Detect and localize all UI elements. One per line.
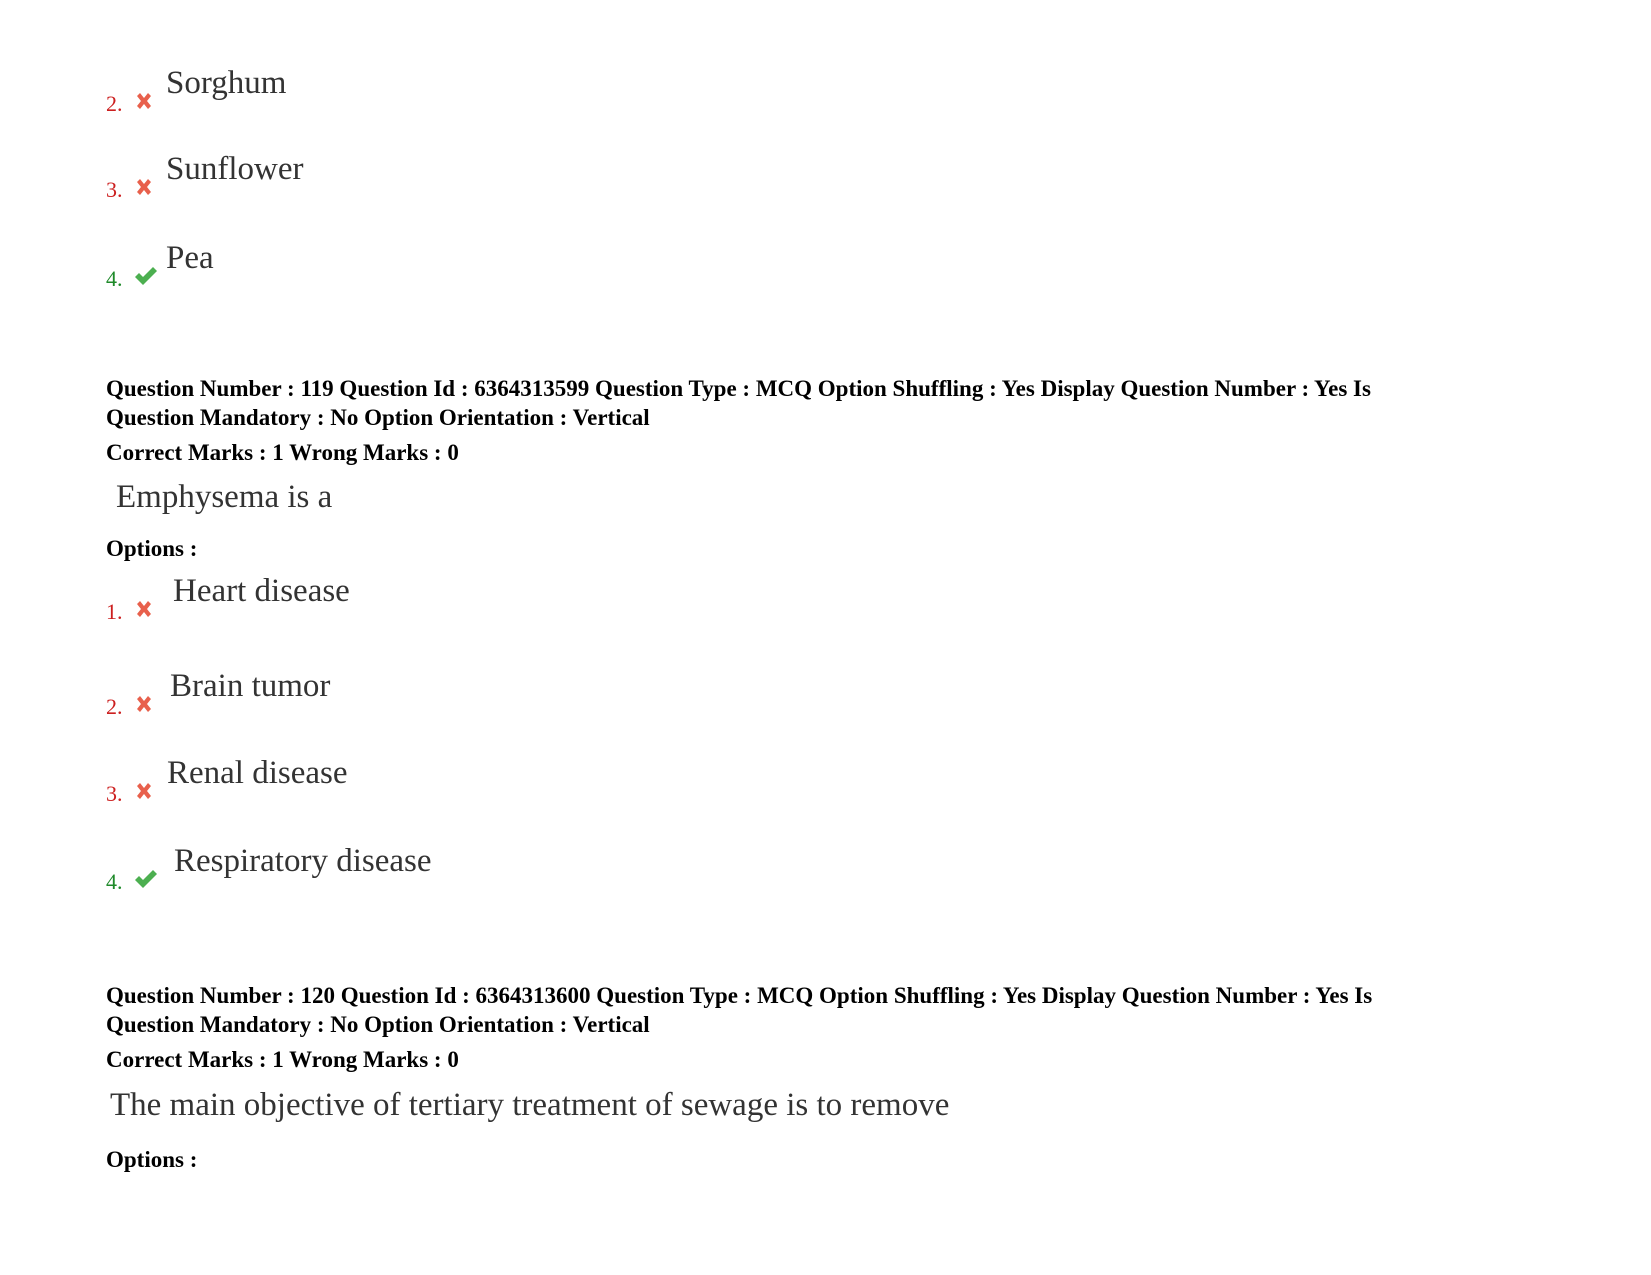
- option-row: [106, 220, 1006, 290]
- question-text: Emphysema is a: [116, 479, 333, 515]
- check-icon: [132, 867, 158, 891]
- option-text: Sunflower: [166, 151, 304, 187]
- option-row: [106, 823, 1006, 893]
- option-number: 2.: [106, 694, 123, 719]
- option-number: 4.: [106, 869, 123, 894]
- options-label: Options :: [106, 1147, 198, 1172]
- question-meta-line: Question Number : 119 Question Id : 6364313599 Question Type : MCQ Option Shuffling : Yes Display Question Number : Yes Is: [106, 376, 1371, 401]
- cross-icon: [132, 692, 156, 716]
- option-text: Brain tumor: [170, 668, 331, 704]
- question-marks: Correct Marks : 1 Wrong Marks : 0: [106, 440, 459, 465]
- option-number: 1.: [106, 599, 123, 624]
- question-meta-line: Question Number : 120 Question Id : 6364313600 Question Type : MCQ Option Shuffling : Yes Display Question Number : Yes Is: [106, 983, 1373, 1008]
- cross-icon: [132, 597, 156, 621]
- cross-icon: [132, 89, 156, 113]
- question-meta-line: Question Mandatory : No Option Orientation : Vertical: [106, 405, 650, 430]
- check-icon: [132, 264, 158, 288]
- option-row: [106, 45, 1006, 115]
- option-number: 3.: [106, 781, 123, 806]
- option-row: [106, 735, 1006, 805]
- question-meta: [106, 981, 1546, 1039]
- cross-icon: [132, 779, 156, 803]
- option-text: Respiratory disease: [174, 843, 432, 879]
- option-number: 2.: [106, 91, 123, 116]
- option-text: Sorghum: [166, 65, 287, 101]
- option-text: Pea: [166, 240, 214, 276]
- option-text: Renal disease: [167, 755, 348, 791]
- cross-icon: [132, 175, 156, 199]
- option-text: Heart disease: [173, 573, 350, 609]
- option-number: 3.: [106, 177, 123, 202]
- option-row: [106, 553, 1006, 623]
- question-marks: Correct Marks : 1 Wrong Marks : 0: [106, 1047, 459, 1072]
- options-label: Options :: [106, 536, 198, 561]
- question-meta-line: Question Mandatory : No Option Orientation : Vertical: [106, 1012, 650, 1037]
- option-row: [106, 131, 1006, 201]
- question-text: The main objective of tertiary treatment of sewage is to remove: [110, 1087, 950, 1123]
- question-meta: [106, 374, 1546, 432]
- option-row: [106, 648, 1006, 718]
- option-number: 4.: [106, 266, 123, 291]
